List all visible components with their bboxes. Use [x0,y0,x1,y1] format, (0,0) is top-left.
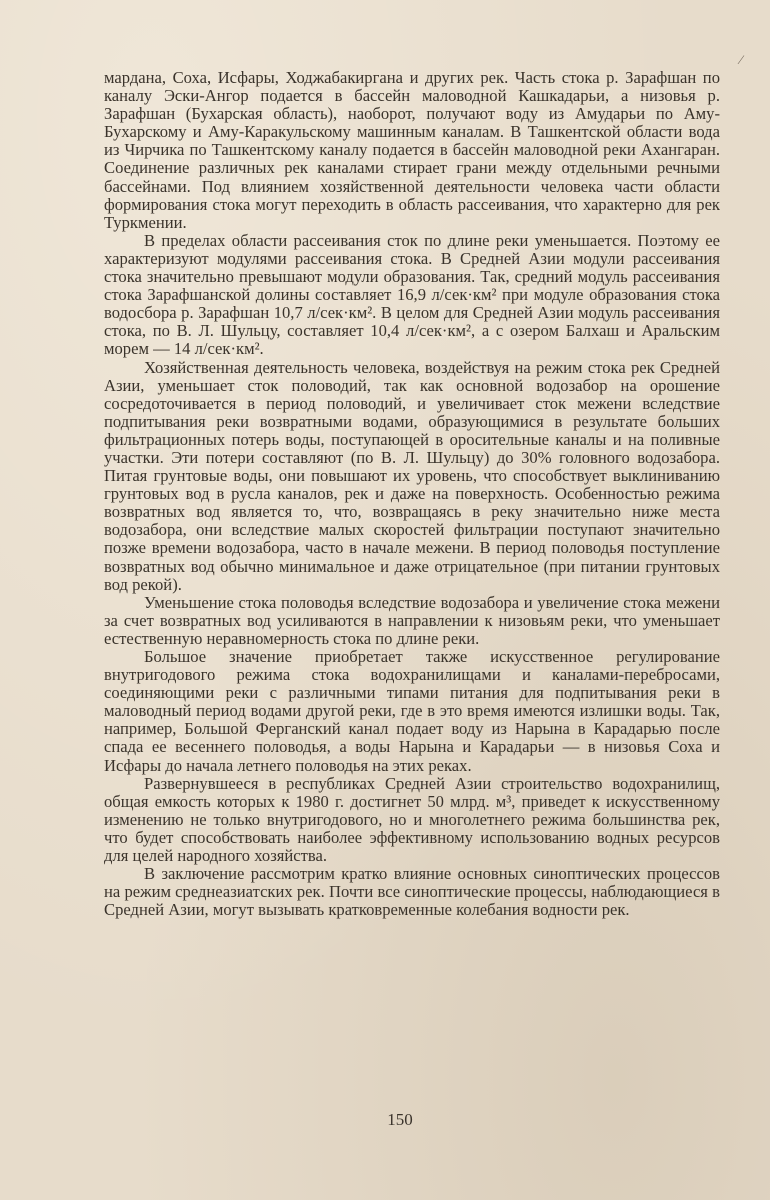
paragraph: В заключение рассмотрим кратко влияние основных синоптических процессов на режим среднеазиатских рек. Почти все синоптические процессы, наблюдающиеся в Средней Азии, могут вызывать кратковременные колебания водности рек. [104,864,720,920]
paragraph: Уменьшение стока половодья вследствие водозабора и увеличение стока межени за счет возвратных вод усиливаются в направлении к низовьям реки, что уменьшает естественную неравномерность стока по длине реки. [104,592,720,648]
paragraph: Большое значение приобретает также искусственное регулирование внутригодового режима стока водохранилищами и каналами-перебросами, соединяющими реки с различными типами питания для подпитывания реки в маловодный период водами другой реки, где в это время имеются излишки воды. Так, например, Большой Ферганский канал подает воду из Нарына в Карадарью после спада ее весеннего половодья, а воды Нарына и Карадарьи — в низовья Соха и Исфары до начала летнего половодья на этих реках. [104,647,720,775]
paragraph: В пределах области рассеивания сток по длине реки уменьшается. Поэтому ее характеризуют модулями рассеивания стока. В Средней Азии модули рассеивания стока значительно превышают модули образования. Так, средний модуль рассеивания стока Зарафшанской долины составляет 16,9 л/сек·км² при модуле образования стока водосбора р. Зарафшан 10,7 л/сек·км². В целом для Средней Азии модуль рассеивания стока, по В. Л. Шульцу, составляет 10,4 л/сек·км², а с озером Балхаш и Аральским морем — 14 л/сек·км². [104,230,720,359]
page-number: 150 [387,1110,413,1129]
paragraph-continued: мардана, Соха, Исфары, Ходжабакиргана и других рек. Часть стока р. Зарафшан по каналу Эски-Ангор подается в бассейн маловодной Кашкадарьи, а низовья р. Зарафшан (Бухарская область), наоборот, получают воду из Амударьи по Аму-Бухарскому и Аму-Каракульскому машинным каналам. В Ташкентской области вода из Чирчика по Ташкентскому каналу подается в бассейн маловодной реки Ахангаран. Соединение различных рек каналами стирает грани между отдельными речными бассейнами. Под влиянием хозяйственной деятельности человека части области формирования стока могут переходить в область рассеивания, что характерно для рек Туркмении. [104,68,720,232]
body-text [104,69,720,919]
corner-mark: ⁄ [739,52,742,67]
paragraph: Развернувшееся в республиках Средней Азии строительство водохранилищ, общая емкость которых к 1980 г. достигнет 50 млрд. м³, приведет к искусственному изменению не только внутригодового, но и многолетнего режима большинства рек, что будет способствовать наиболее эффективному использованию водных ресурсов для целей народного хозяйства. [104,773,720,866]
paragraph: Хозяйственная деятельность человека, воздействуя на режим стока рек Средней Азии, уменьшает сток половодий, так как основной водозабор на орошение сосредоточивается в период половодий, и увеличивает сток межени вследствие подпитывания реки возвратными водами, образующимися в результате больших фильтрационных потерь воды, поступающей в оросительные каналы и на поливные участки. Эти потери составляют (по В. Л. Шульцу) до 30% головного водозабора. Питая грунтовые воды, они повышают их уровень, что способствует выклиниванию грунтовых вод в русла каналов, рек и даже на поверхность. Особенностью режима возвратных вод является то, что, возвращаясь в реку значительно ниже места водозабора, они вследствие малых скоростей фильтрации поступают значительно позже времени водозабора, часто в начале межени. В период половодья поступление возвратных вод обычно минимальное и даже отрицательное (при питании грунтовых вод рекой). [104,357,720,594]
